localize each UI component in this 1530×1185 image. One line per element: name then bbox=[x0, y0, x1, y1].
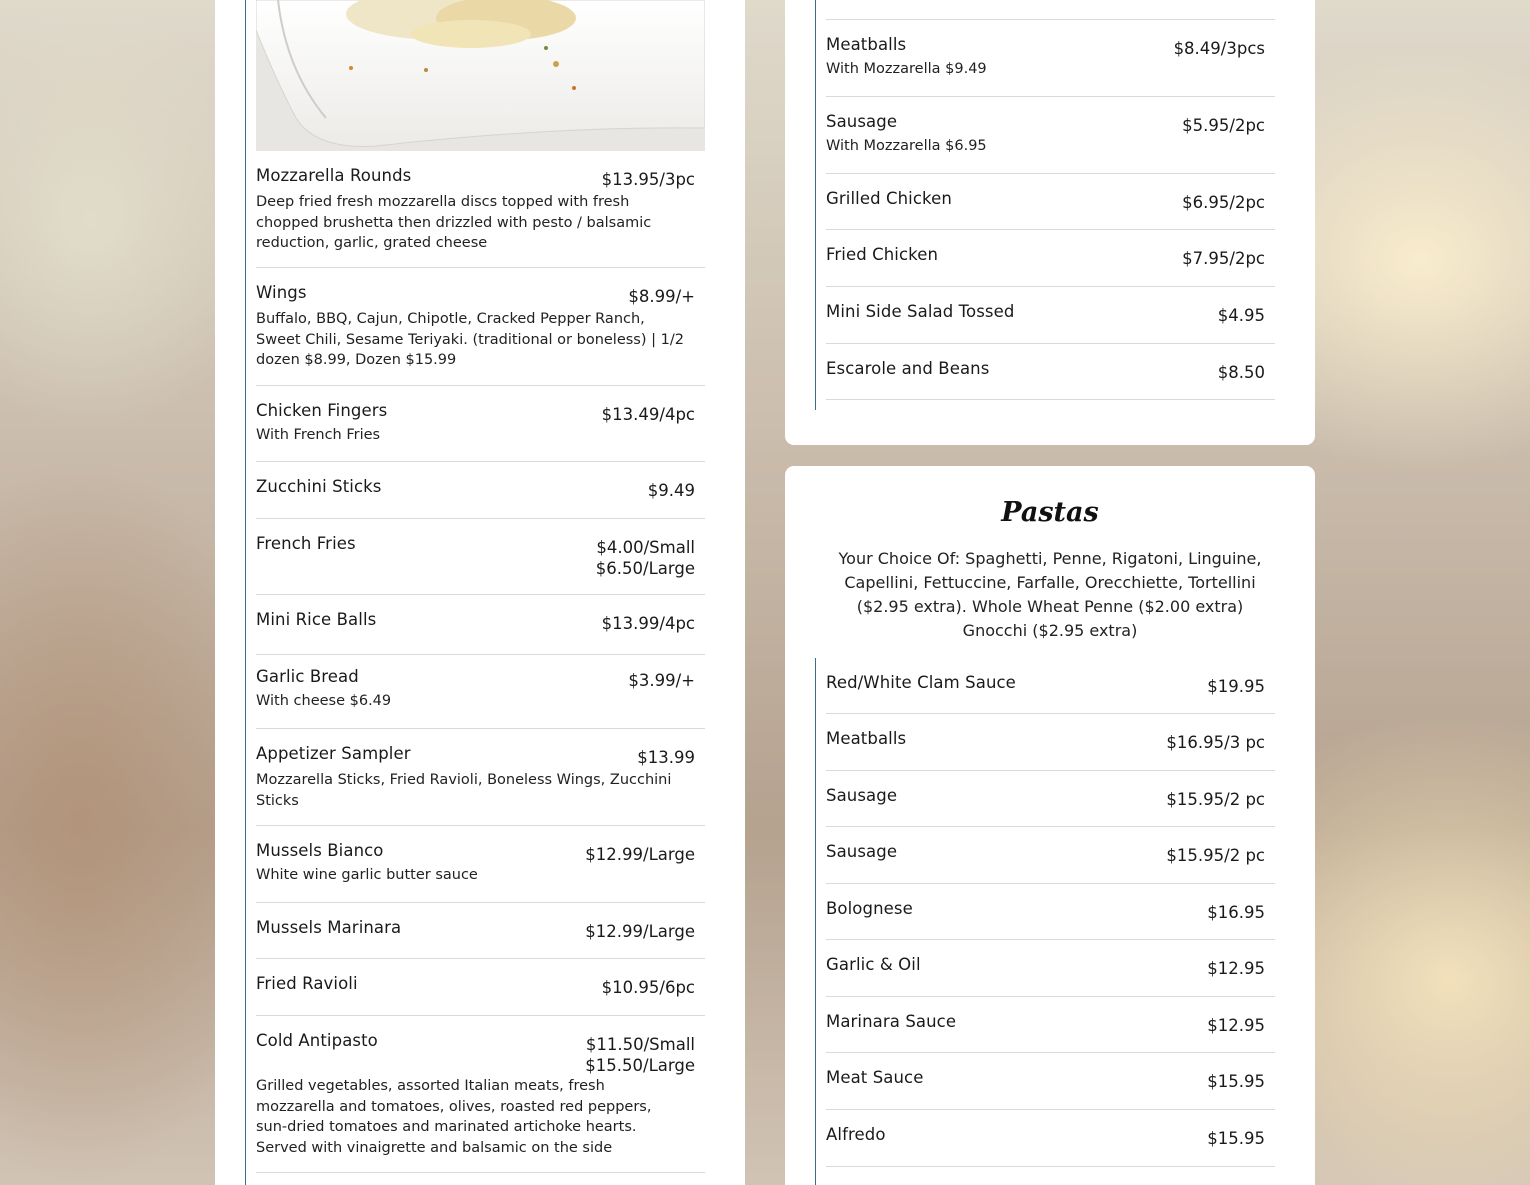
item-name: Appetizer Sampler bbox=[256, 744, 411, 763]
item-price: $6.95/2pc bbox=[1182, 193, 1265, 212]
item-description: Grilled vegetables, assorted Italian meats, fresh mozzarella and tomatoes, olives, roasted red peppers, sun-dried tomatoes and marinated artichoke hearts. Served with vinaigrette and balsamic on the side bbox=[256, 1078, 652, 1156]
price-small: $4.00/Small bbox=[596, 538, 695, 557]
menu-item bbox=[826, 107, 1275, 174]
menu-item bbox=[256, 969, 705, 1016]
menu-item bbox=[256, 605, 705, 655]
section-description: Your Choice Of: Spaghetti, Penne, Rigatoni, Linguine, Capellini, Fettuccine, Farfalle, Orecchiette, Tortellini ($2.95 extra). Whole Wheat Penne ($2.00 extra) Gnocchi ($2.95 extra) bbox=[838, 549, 1262, 640]
item-name: Sausage bbox=[826, 112, 898, 131]
menu-item bbox=[826, 1007, 1275, 1053]
item-price: $12.95 bbox=[1207, 959, 1265, 978]
item-note: With Mozzarella $9.49 bbox=[826, 61, 987, 77]
item-price: $15.95/2 pc bbox=[1166, 846, 1265, 865]
menu-item bbox=[826, 837, 1275, 884]
item-name: Fried Chicken bbox=[826, 245, 939, 264]
menu-item bbox=[826, 184, 1275, 230]
menu-item bbox=[826, 240, 1275, 287]
price-small: $11.50/Small bbox=[585, 1035, 695, 1054]
sides-rail bbox=[815, 0, 816, 410]
item-name: Zucchini Sticks bbox=[256, 477, 382, 496]
item-price bbox=[585, 1034, 695, 1076]
item-description: Mozzarella Sticks, Fried Ravioli, Boneless Wings, Zucchini Sticks bbox=[256, 772, 672, 809]
menu-item bbox=[826, 1120, 1275, 1167]
menu-item bbox=[256, 278, 705, 386]
section-title: Pastas bbox=[1001, 497, 1099, 528]
pastas-rail bbox=[815, 658, 816, 1185]
item-name: Cold Antipasto bbox=[256, 1031, 378, 1050]
item-price: $13.99/4pc bbox=[601, 614, 695, 633]
item-price: $16.95/3 pc bbox=[1166, 733, 1265, 752]
item-name: Meat Sauce bbox=[826, 1068, 924, 1087]
menu-item bbox=[256, 472, 705, 519]
menu-item bbox=[826, 668, 1275, 714]
item-name: Fried Ravioli bbox=[256, 974, 358, 993]
menu-item bbox=[826, 781, 1275, 827]
menu-item bbox=[826, 724, 1275, 771]
menu-item bbox=[256, 739, 705, 826]
item-name: Bolognese bbox=[826, 899, 913, 918]
menu-item bbox=[256, 396, 705, 462]
item-name: Mussels Bianco bbox=[256, 841, 384, 860]
item-price: $19.95 bbox=[1207, 677, 1265, 696]
menu-item bbox=[826, 30, 1275, 97]
item-price: $13.49/4pc bbox=[601, 405, 695, 424]
item-price: $15.95/2 pc bbox=[1166, 790, 1265, 809]
menu-item bbox=[826, 950, 1275, 997]
item-name: Sausage bbox=[826, 842, 898, 861]
dish-photo bbox=[256, 0, 705, 151]
menu-item bbox=[826, 894, 1275, 940]
item-price: $12.95 bbox=[1207, 1016, 1265, 1035]
item-price: $16.95 bbox=[1207, 903, 1265, 922]
item-name: Grilled Chicken bbox=[826, 189, 952, 208]
item-price: $15.95 bbox=[1207, 1129, 1265, 1148]
item-price: $8.99/+ bbox=[628, 287, 695, 306]
item-note: With French Fries bbox=[256, 427, 381, 443]
item-name: Sausage bbox=[826, 786, 898, 805]
item-price: $7.95/2pc bbox=[1182, 249, 1265, 268]
item-price: $4.95 bbox=[1217, 306, 1265, 325]
menu-item bbox=[256, 1026, 705, 1173]
item-price: $13.95/3pc bbox=[601, 170, 695, 189]
menu-item bbox=[256, 913, 705, 959]
item-price: $9.49 bbox=[647, 481, 695, 500]
item-note: White wine garlic butter sauce bbox=[256, 867, 478, 883]
item-note: With Mozzarella $6.95 bbox=[826, 138, 987, 154]
item-description: Deep fried fresh mozzarella discs topped with fresh chopped brushetta then drizzled with pesto / balsamic reduction, garlic, grated cheese bbox=[256, 194, 652, 251]
item-note: With cheese $6.49 bbox=[256, 693, 392, 709]
appetizers-rail bbox=[245, 0, 246, 1185]
item-price: $5.95/2pc bbox=[1182, 116, 1265, 135]
item-name: Escarole and Beans bbox=[826, 359, 990, 378]
item-name: Chicken Fingers bbox=[256, 401, 388, 420]
price-large: $6.50/Large bbox=[595, 559, 695, 578]
item-price: $15.95 bbox=[1207, 1072, 1265, 1091]
item-price: $12.99/Large bbox=[585, 845, 695, 864]
item-price: $13.99 bbox=[637, 748, 695, 767]
item-price: $8.50 bbox=[1217, 363, 1265, 382]
item-name: French Fries bbox=[256, 534, 356, 553]
item-price bbox=[596, 537, 695, 579]
menu-item bbox=[256, 662, 705, 729]
item-name: Garlic & Oil bbox=[826, 955, 921, 974]
item-description: Buffalo, BBQ, Cajun, Chipotle, Cracked Pepper Ranch, Sweet Chili, Sesame Teriyaki. (traditional or boneless) | 1/2 dozen $8.99, Dozen $15.99 bbox=[256, 311, 684, 368]
item-price: $8.49/3pcs bbox=[1173, 39, 1265, 58]
menu-item bbox=[826, 1063, 1275, 1110]
divider bbox=[826, 19, 1275, 20]
item-name: Red/White Clam Sauce bbox=[826, 673, 1016, 692]
item-name: Mini Rice Balls bbox=[256, 610, 377, 629]
menu-item bbox=[256, 161, 705, 268]
item-name: Meatballs bbox=[826, 729, 907, 748]
price-large: $15.50/Large bbox=[585, 1056, 695, 1075]
item-name: Marinara Sauce bbox=[826, 1012, 957, 1031]
item-name: Mussels Marinara bbox=[256, 918, 402, 937]
item-price: $3.99/+ bbox=[628, 671, 695, 690]
menu-item bbox=[826, 297, 1275, 344]
menu-item bbox=[826, 354, 1275, 400]
item-name: Mini Side Salad Tossed bbox=[826, 302, 1015, 321]
item-name: Wings bbox=[256, 283, 307, 302]
item-name: Mozzarella Rounds bbox=[256, 166, 412, 185]
menu-item bbox=[256, 529, 705, 595]
item-price: $12.99/Large bbox=[585, 922, 695, 941]
item-name: Alfredo bbox=[826, 1125, 886, 1144]
item-name: Meatballs bbox=[826, 35, 907, 54]
item-name: Garlic Bread bbox=[256, 667, 359, 686]
item-price: $10.95/6pc bbox=[601, 978, 695, 997]
menu-item bbox=[256, 836, 705, 903]
